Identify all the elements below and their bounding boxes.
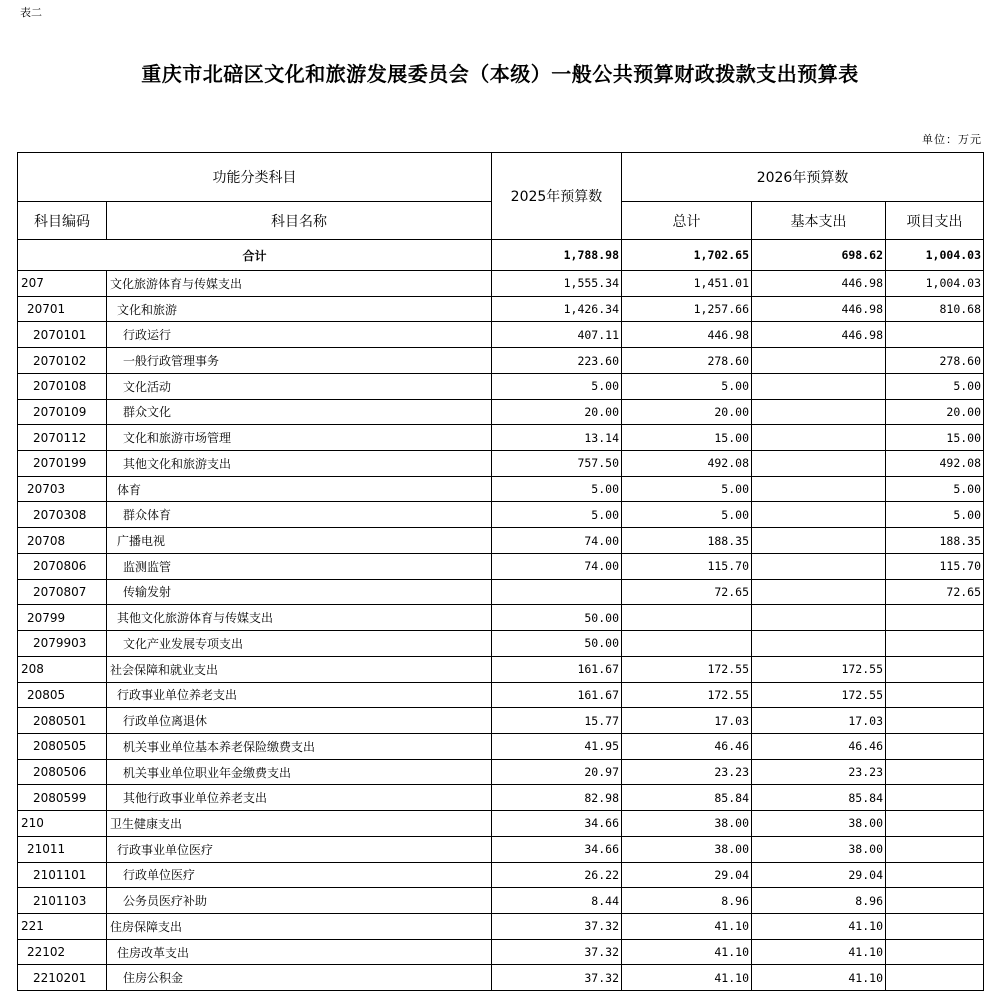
row-subject-code: 20799 [18,605,107,631]
row-budget-2026-basic: 17.03 [752,708,886,734]
row-budget-2026-basic [752,605,886,631]
row-budget-2026-total: 20.00 [622,399,752,425]
total-budget-2026-basic: 698.62 [752,240,886,271]
row-subject-name: 公务员医疗补助 [107,888,492,914]
row-budget-2026-project [886,965,984,991]
row-budget-2026-project [886,913,984,939]
row-subject-name: 文化产业发展专项支出 [107,631,492,657]
row-budget-2026-project: 810.68 [886,296,984,322]
row-budget-2026-project [886,682,984,708]
row-budget-2025: 34.66 [492,811,622,837]
row-budget-2026-basic: 41.10 [752,913,886,939]
row-budget-2026-total: 115.70 [622,553,752,579]
row-budget-2025: 407.11 [492,322,622,348]
row-subject-name: 社会保障和就业支出 [107,656,492,682]
row-subject-name: 其他文化和旅游支出 [107,451,492,477]
row-subject-name: 传输发射 [107,579,492,605]
row-subject-name: 群众体育 [107,502,492,528]
row-budget-2026-total: 5.00 [622,373,752,399]
table-row [18,296,984,322]
row-budget-2026-basic [752,425,886,451]
row-budget-2025: 20.00 [492,399,622,425]
row-budget-2026-basic [752,399,886,425]
row-budget-2026-basic [752,348,886,374]
row-budget-2026-project: 492.08 [886,451,984,477]
row-budget-2026-total [622,605,752,631]
row-budget-2025: 161.67 [492,682,622,708]
row-budget-2026-basic: 8.96 [752,888,886,914]
table-row [18,785,984,811]
row-budget-2026-project [886,836,984,862]
row-budget-2026-total: 72.65 [622,579,752,605]
row-budget-2026-basic [752,579,886,605]
row-budget-2026-total: 5.00 [622,476,752,502]
header-budget-2025: 2025年预算数 [492,153,622,240]
table-row [18,656,984,682]
row-budget-2026-basic: 46.46 [752,733,886,759]
header-basic-expenditure: 基本支出 [752,202,886,240]
row-budget-2025: 26.22 [492,862,622,888]
row-subject-code: 2070102 [18,348,107,374]
row-budget-2026-project: 15.00 [886,425,984,451]
row-budget-2025 [492,579,622,605]
total-budget-2026-project: 1,004.03 [886,240,984,271]
row-budget-2026-basic: 172.55 [752,656,886,682]
row-budget-2026-project [886,862,984,888]
row-budget-2026-basic: 172.55 [752,682,886,708]
row-budget-2025: 34.66 [492,836,622,862]
table-row [18,913,984,939]
row-subject-name: 卫生健康支出 [107,811,492,837]
row-budget-2026-basic: 29.04 [752,862,886,888]
unit-label: 单位：万元 [922,133,982,146]
row-subject-name: 机关事业单位职业年金缴费支出 [107,759,492,785]
row-budget-2026-basic [752,528,886,554]
row-subject-code: 2070101 [18,322,107,348]
table-row [18,579,984,605]
row-subject-code: 2080501 [18,708,107,734]
row-budget-2026-basic [752,553,886,579]
table-row [18,605,984,631]
row-subject-name: 行政运行 [107,322,492,348]
header-project-expenditure: 项目支出 [886,202,984,240]
row-subject-name: 住房改革支出 [107,939,492,965]
row-budget-2025: 15.77 [492,708,622,734]
row-budget-2025: 74.00 [492,553,622,579]
row-budget-2026-basic: 38.00 [752,811,886,837]
table-row [18,862,984,888]
table-row [18,528,984,554]
row-budget-2025: 161.67 [492,656,622,682]
table-row [18,271,984,297]
row-budget-2026-project: 188.35 [886,528,984,554]
row-subject-code: 21011 [18,836,107,862]
row-budget-2025: 1,555.34 [492,271,622,297]
row-budget-2026-project [886,656,984,682]
table-row [18,965,984,991]
row-subject-name: 体育 [107,476,492,502]
row-budget-2026-total: 446.98 [622,322,752,348]
row-budget-2026-total: 5.00 [622,502,752,528]
row-subject-name: 住房公积金 [107,965,492,991]
row-subject-code: 221 [18,913,107,939]
row-budget-2026-basic: 41.10 [752,965,886,991]
row-budget-2026-project [886,785,984,811]
row-subject-name: 住房保障支出 [107,913,492,939]
row-budget-2026-project: 5.00 [886,502,984,528]
header-subject-code: 科目编码 [18,202,107,240]
row-subject-code: 2080506 [18,759,107,785]
table-row [18,836,984,862]
row-budget-2026-total: 1,451.01 [622,271,752,297]
row-budget-2026-basic: 41.10 [752,939,886,965]
row-subject-name: 文化和旅游 [107,296,492,322]
row-budget-2025: 37.32 [492,965,622,991]
row-budget-2025: 37.32 [492,913,622,939]
row-budget-2025: 13.14 [492,425,622,451]
row-subject-code: 207 [18,271,107,297]
row-budget-2026-total: 38.00 [622,836,752,862]
row-subject-name: 监测监管 [107,553,492,579]
row-subject-code: 2070806 [18,553,107,579]
row-subject-code: 208 [18,656,107,682]
table-row [18,733,984,759]
row-budget-2026-total: 17.03 [622,708,752,734]
table-row [18,631,984,657]
row-budget-2026-basic: 446.98 [752,296,886,322]
row-budget-2026-basic: 23.23 [752,759,886,785]
row-budget-2026-total: 172.55 [622,656,752,682]
total-row [18,240,984,271]
row-budget-2025: 20.97 [492,759,622,785]
row-subject-name: 群众文化 [107,399,492,425]
row-subject-name: 文化旅游体育与传媒支出 [107,271,492,297]
row-budget-2025: 82.98 [492,785,622,811]
table-row [18,553,984,579]
row-subject-code: 2070112 [18,425,107,451]
header-function-category: 功能分类科目 [18,153,492,202]
row-budget-2026-project: 5.00 [886,373,984,399]
row-budget-2025: 757.50 [492,451,622,477]
row-budget-2026-project [886,733,984,759]
row-subject-name: 行政单位医疗 [107,862,492,888]
row-budget-2026-total: 41.10 [622,965,752,991]
row-budget-2026-total: 41.10 [622,913,752,939]
row-subject-code: 20703 [18,476,107,502]
row-subject-code: 2101101 [18,862,107,888]
row-subject-name: 文化和旅游市场管理 [107,425,492,451]
row-subject-code: 2210201 [18,965,107,991]
row-budget-2026-project [886,759,984,785]
row-budget-2025: 50.00 [492,605,622,631]
header-total: 总计 [622,202,752,240]
row-subject-name: 行政事业单位医疗 [107,836,492,862]
row-budget-2025: 5.00 [492,373,622,399]
row-budget-2026-basic [752,476,886,502]
row-budget-2026-total: 172.55 [622,682,752,708]
table-row [18,502,984,528]
row-budget-2026-project [886,888,984,914]
row-budget-2026-project: 1,004.03 [886,271,984,297]
header-subject-name: 科目名称 [107,202,492,240]
row-subject-name: 广播电视 [107,528,492,554]
row-budget-2026-total: 41.10 [622,939,752,965]
row-budget-2026-total: 46.46 [622,733,752,759]
header-budget-2026: 2026年预算数 [622,153,984,202]
row-subject-code: 20701 [18,296,107,322]
document-title: 重庆市北碚区文化和旅游发展委员会（本级）一般公共预算财政拨款支出预算表 [141,62,859,86]
table-row [18,939,984,965]
total-label: 合计 [18,240,492,271]
row-budget-2026-total [622,631,752,657]
row-budget-2026-basic [752,631,886,657]
row-budget-2026-basic [752,451,886,477]
row-budget-2025: 41.95 [492,733,622,759]
row-budget-2025: 5.00 [492,502,622,528]
row-budget-2026-project: 278.60 [886,348,984,374]
row-subject-code: 2080505 [18,733,107,759]
table-row [18,399,984,425]
row-budget-2026-basic: 446.98 [752,322,886,348]
row-budget-2025: 50.00 [492,631,622,657]
table-row [18,888,984,914]
row-subject-name: 一般行政管理事务 [107,348,492,374]
total-budget-2025: 1,788.98 [492,240,622,271]
row-budget-2026-basic: 446.98 [752,271,886,297]
row-subject-code: 20708 [18,528,107,554]
table-row [18,373,984,399]
row-subject-code: 2070109 [18,399,107,425]
row-subject-code: 2101103 [18,888,107,914]
row-subject-code: 210 [18,811,107,837]
table-row [18,451,984,477]
row-subject-code: 2070108 [18,373,107,399]
row-budget-2025: 1,426.34 [492,296,622,322]
row-budget-2026-total: 8.96 [622,888,752,914]
table-row [18,682,984,708]
row-budget-2026-basic [752,373,886,399]
row-subject-code: 22102 [18,939,107,965]
row-budget-2026-basic: 38.00 [752,836,886,862]
row-budget-2026-total: 188.35 [622,528,752,554]
row-budget-2026-project [886,605,984,631]
row-budget-2026-total: 23.23 [622,759,752,785]
row-budget-2025: 37.32 [492,939,622,965]
table-row [18,348,984,374]
row-budget-2026-project [886,811,984,837]
row-budget-2026-total: 15.00 [622,425,752,451]
row-budget-2026-total: 278.60 [622,348,752,374]
row-subject-name: 文化活动 [107,373,492,399]
table-row [18,322,984,348]
row-budget-2025: 5.00 [492,476,622,502]
row-budget-2026-basic: 85.84 [752,785,886,811]
row-budget-2026-total: 492.08 [622,451,752,477]
budget-table [17,152,984,991]
row-budget-2026-project: 72.65 [886,579,984,605]
row-budget-2026-basic [752,502,886,528]
row-subject-code: 2080599 [18,785,107,811]
row-subject-name: 行政单位离退休 [107,708,492,734]
row-budget-2026-total: 1,257.66 [622,296,752,322]
table-number-label: 表二 [20,6,42,19]
row-budget-2026-project: 5.00 [886,476,984,502]
row-budget-2025: 74.00 [492,528,622,554]
row-budget-2025: 223.60 [492,348,622,374]
row-subject-code: 20805 [18,682,107,708]
row-subject-code: 2070308 [18,502,107,528]
row-subject-code: 2070199 [18,451,107,477]
row-budget-2026-total: 85.84 [622,785,752,811]
row-budget-2026-total: 29.04 [622,862,752,888]
row-subject-name: 行政事业单位养老支出 [107,682,492,708]
row-subject-name: 其他行政事业单位养老支出 [107,785,492,811]
row-subject-name: 其他文化旅游体育与传媒支出 [107,605,492,631]
table-row [18,708,984,734]
row-subject-name: 机关事业单位基本养老保险缴费支出 [107,733,492,759]
table-row [18,425,984,451]
row-budget-2026-total: 38.00 [622,811,752,837]
row-budget-2026-project [886,939,984,965]
row-budget-2025: 8.44 [492,888,622,914]
row-budget-2026-project [886,322,984,348]
total-budget-2026-total: 1,702.65 [622,240,752,271]
row-budget-2026-project: 115.70 [886,553,984,579]
row-budget-2026-project [886,708,984,734]
row-budget-2026-project: 20.00 [886,399,984,425]
table-row [18,759,984,785]
table-row [18,811,984,837]
table-row [18,476,984,502]
row-budget-2026-project [886,631,984,657]
row-subject-code: 2079903 [18,631,107,657]
row-subject-code: 2070807 [18,579,107,605]
